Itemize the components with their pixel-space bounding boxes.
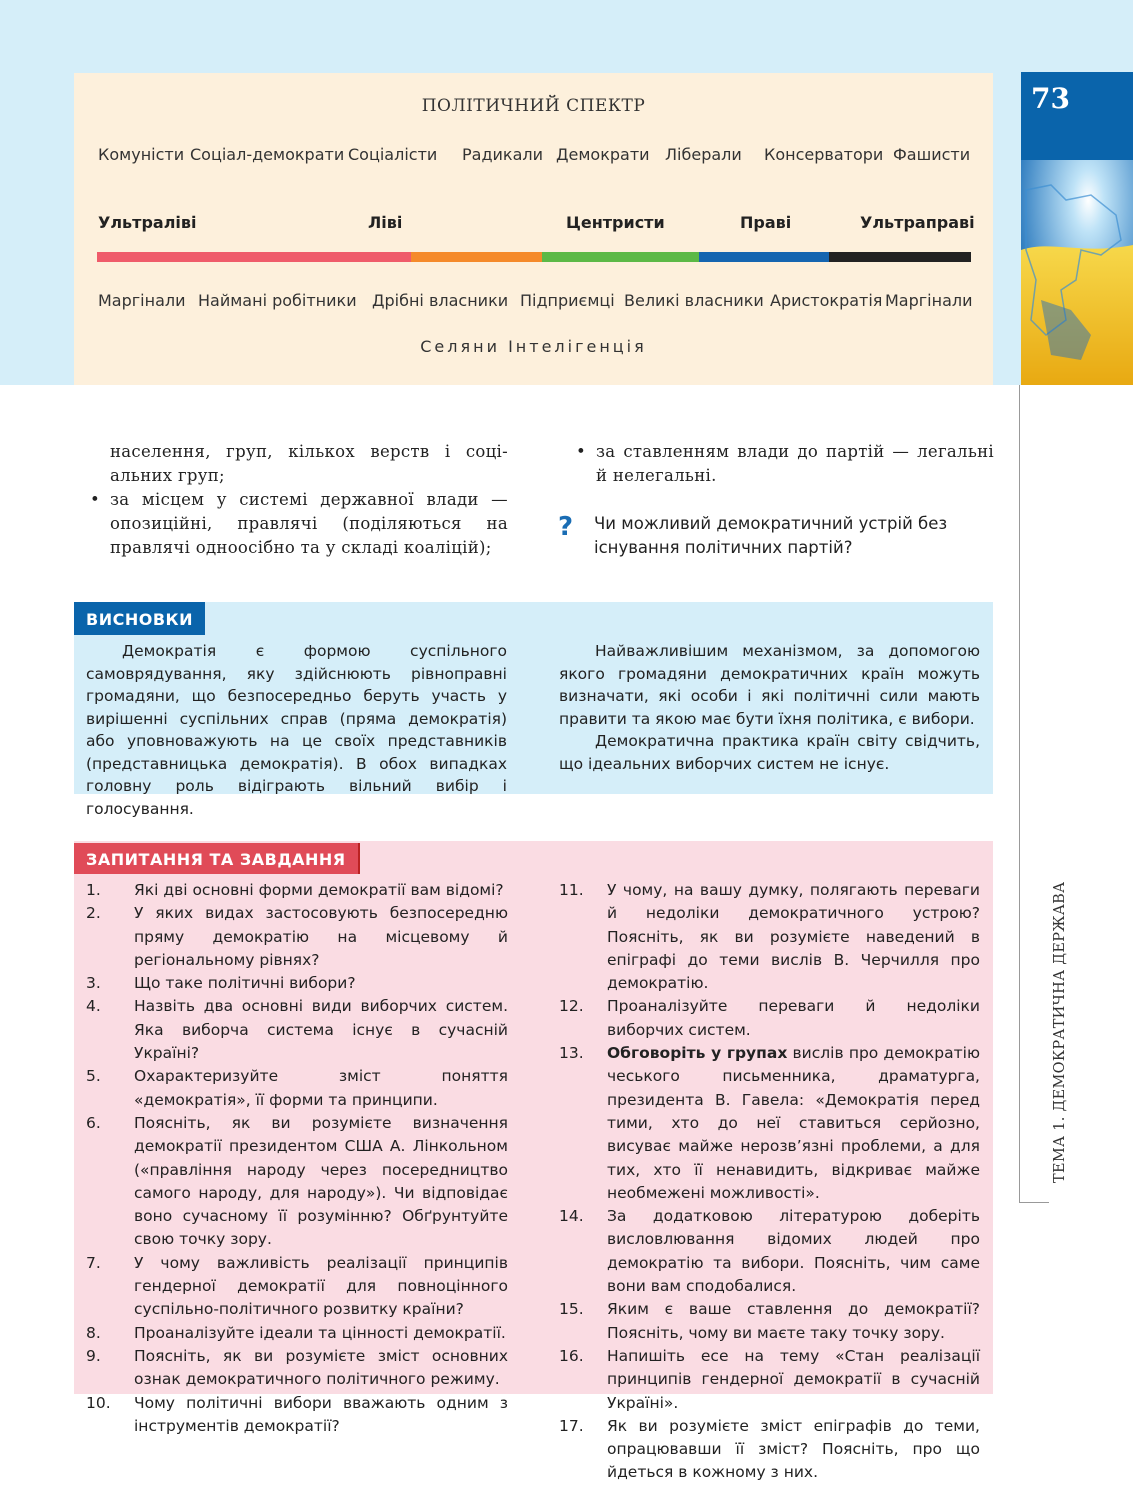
paragraph: Демократична практика країн світу свідчить, що ідеальних виборчих систем не існує. (559, 732, 980, 773)
position-label: Ультраліві (98, 213, 197, 232)
spectrum-bar-ultraright (829, 252, 971, 262)
spectrum-bar-ultraleft (97, 252, 411, 262)
list-item: • за місцем у системі державної влади — опозиційні, правлячі (поділяються на правлячі одноосібно та у складі коаліцій); (90, 490, 508, 557)
tasks-column-left (86, 879, 508, 1438)
task-number: 16. (559, 1346, 584, 1365)
conclusions-heading: ВИСНОВКИ (74, 602, 205, 635)
task-text: У яких видах застосовують безпосередню пряму демократію на місцевому й регіональному рівнях? (134, 904, 508, 969)
conclusions-left (86, 640, 507, 820)
task-number: 11. (559, 881, 584, 899)
task-text: За додатковою літературою доберіть висловлювання відомих людей про демократію та вибори. Поясніть, чим саме вони вам сподобалися. (607, 1207, 980, 1296)
paragraph: Найважливішим механізмом, за допомогою якого громадяни демократичних країн можуть визначати, які особи і які політичні сили мають правити та якою має бути їхня політика, є вибори. (559, 642, 980, 728)
spectrum-bar-right (699, 252, 829, 262)
task-text: Які дві основні форми демократії вам відомі? (134, 881, 504, 899)
list-item-text: за ставленням влади до партій — легальні й нелегальні. (596, 442, 994, 485)
class-label: Маргінали (885, 291, 973, 310)
paragraph: населення, груп, кількох верств і соці-альних груп; (110, 442, 508, 485)
party-label: Радикали (462, 145, 544, 164)
ukraine-map-flag-image (1021, 160, 1133, 385)
class-label: Маргінали (98, 291, 186, 310)
party-label: Фашисти (893, 145, 971, 164)
chapter-title: ТЕМА 1. ДЕМОКРАТИЧНА ДЕРЖАВА (1052, 881, 1068, 1183)
position-label: Ультраправі (860, 213, 975, 232)
task-number: 15. (559, 1300, 584, 1319)
page-number: 73 (1031, 82, 1070, 115)
party-label: Комуністи (98, 145, 185, 164)
party-label: Демократи (556, 145, 650, 164)
task-number: 13. (559, 1044, 584, 1063)
task-text: Чому політичні вибори вважають одним з інструментів демократії? (134, 1393, 508, 1435)
task-number: 2. (86, 904, 101, 923)
spectrum-bar-left (411, 252, 542, 262)
task-text: Поясніть, як ви розумієте зміст основних ознак демократичного політичного режиму. (134, 1346, 508, 1389)
task-number: 1. (86, 881, 101, 899)
task-text: Назвіть два основні види виборчих систем. Яка виборча система існує в сучасній Україні? (134, 997, 508, 1063)
paragraph: Демократія є формою суспільного самоврядування, яку здійснюють рівноправні громадяни, що безпосередньо беруть участь у вирішенні суспільних справ (пряма демократія) або уповноважують на це своїх представників (представницька демократія). В обох випадках головну роль відіграють вільний вибір і голосування. (86, 642, 507, 818)
task-number: 3. (86, 974, 101, 993)
question-icon: ? (558, 512, 574, 542)
task-item (559, 1345, 980, 1415)
position-label: Праві (740, 213, 792, 232)
task-emphasis: Обговоріть у групах (607, 1044, 788, 1063)
task-text: У чому важливість реалізації принципів гендерної демократії для повноцінного суспільно-політичного розвитку країни? (134, 1253, 508, 1319)
tasks-heading: ЗАПИТАННЯ ТА ЗАВДАННЯ (74, 843, 360, 874)
position-label: Центристи (566, 213, 665, 232)
spectrum-bar-center (542, 252, 699, 262)
task-item (559, 1415, 980, 1485)
class-label: Великі власники (624, 291, 764, 310)
task-number: 9. (86, 1346, 101, 1365)
task-number: 14. (559, 1207, 584, 1226)
side-rule-tick (1019, 1202, 1049, 1203)
list-item-text: за місцем у системі державної влади — опозиційні, правлячі (поділяються на правлячі одноосібно та у складі коаліцій); (110, 490, 508, 557)
task-text: У чому, на вашу думку, полягають переваги й недоліки демократичного устрою? Поясніть, як ви розумієте наведений в епіграфі до теми вислів В. Черчилля про демократію. (607, 881, 980, 993)
task-number: 5. (86, 1067, 101, 1086)
spectrum-title: ПОЛІТИЧНИЙ СПЕКТР (421, 96, 646, 116)
class-label: Дрібні власники (372, 291, 509, 310)
class-label: Аристократія (770, 291, 883, 310)
task-item (86, 902, 508, 972)
task-item (86, 1345, 508, 1392)
task-text: Яким є ваше ставлення до демократії? Поясніть, чому ви маєте таку точку зору. (607, 1300, 980, 1342)
text-column-left (84, 440, 508, 560)
party-label: Соціалісти (348, 145, 438, 164)
task-item (86, 1112, 508, 1252)
task-text: Охарактеризуйте зміст поняття «демократія», її форми та принципи. (134, 1067, 508, 1109)
task-text: Проаналізуйте ідеали та цінності демократії. (134, 1323, 506, 1342)
task-item (86, 1322, 508, 1345)
task-item (559, 995, 980, 1042)
task-item (86, 995, 508, 1065)
task-item (559, 879, 980, 995)
task-item (86, 1065, 508, 1112)
task-number: 10. (86, 1393, 111, 1412)
task-text: Що таке політичні вибори? (134, 974, 356, 993)
conclusions-right (559, 640, 980, 775)
task-item (86, 1392, 508, 1439)
task-item (559, 1298, 980, 1345)
task-number: 12. (559, 997, 584, 1016)
text-column-right (570, 440, 994, 488)
task-item (559, 1042, 980, 1205)
task-number: 7. (86, 1253, 101, 1272)
task-text: Як ви розумієте зміст епіграфів до теми, опрацювавши її зміст? Поясніть, про що йдеться в кожному з них. (607, 1416, 980, 1482)
task-item (86, 1252, 508, 1322)
task-number: 4. (86, 997, 101, 1016)
tasks-column-right (559, 879, 980, 1485)
task-item (86, 879, 508, 902)
task-item (559, 1205, 980, 1298)
spectrum-bottom-label: Селяни Інтелігенція (420, 337, 647, 356)
position-label: Ліві (368, 213, 403, 232)
task-number: 17. (559, 1416, 584, 1435)
party-label: Консерватори (764, 145, 884, 164)
class-label: Наймані робітники (198, 291, 357, 310)
question-text: Чи можливий демократичний устрій без існування політичних партій? (594, 514, 948, 557)
task-text: Поясніть, як ви розумієте визначення демократії президентом США А. Лінкольном («правління народу через посередництво самого народу, для народу»). Чи відповідає воно сучасному її розумінню? Обґрунтуйте свою точку зору. (134, 1113, 508, 1249)
task-text: Проаналізуйте переваги й недоліки виборчих систем. (607, 997, 980, 1039)
task-number: 6. (86, 1113, 101, 1132)
task-item (86, 972, 508, 995)
side-rule (1019, 385, 1020, 1203)
task-text: Напишіть есе на тему «Стан реалізації принципів гендерної демократії в сучасній Україні». (607, 1346, 980, 1412)
party-label: Соціал-демократи (190, 145, 345, 164)
list-item: • за ставленням влади до партій — легальні й нелегальні. (576, 442, 994, 485)
task-text: вислів про демократію чеського письменника, драматурга, президента В. Гавела: «Демократія перед тими, хто до неї ставиться серйозно, висуває майже нерозв’язні проблеми, а для тих, хто її ненавидить, відкриває майже необмежені можливості». (607, 1044, 980, 1202)
class-label: Підприємці (520, 291, 615, 310)
party-label: Ліберали (665, 145, 742, 164)
task-number: 8. (86, 1323, 101, 1342)
